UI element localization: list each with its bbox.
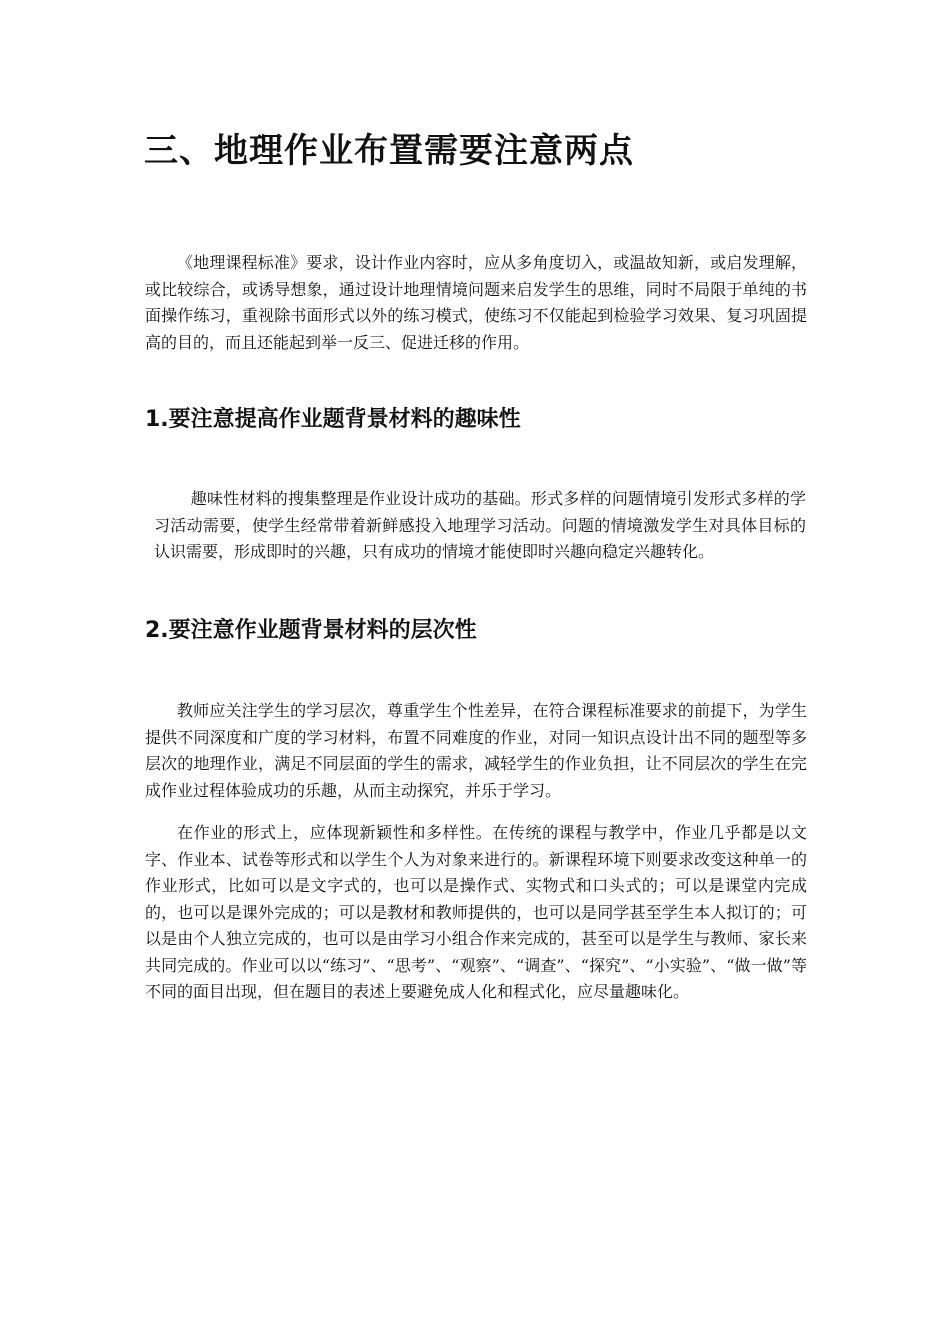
section-2-paragraph-2: 在作业的形式上，应体现新颖性和多样性。在传统的课程与教学中，作业几乎都是以文字、作业本、试卷等形式和以学生个人为对象来进行的。新课程环境下则要求改变这种单一的作业形式，比如可以是文字式的，也可以是操作式、实物式和口头式的；可以是课堂内完成的，也可以是课外完成的；可以是教材和教师提供的，也可以是同学甚至学生本人拟订的；可以是由个人独立完成的，也可以是由学习小组合作来完成的，甚至可以是学生与教师、家长来共同完成的。作业可以以“练习”、“思考”、“观察”、“调查”、“探究”、“小实验”、“做一做”等不同的面目出现，但在题目的表述上要避免成人化和程式化，应尽量趣味化。: [145, 823, 807, 1001]
section-2-paragraph-1: 教师应关注学生的学习层次，尊重学生个性差异，在符合课程标准要求的前提下，为学生提供不同深度和广度的学习材料，布置不同难度的作业，对同一知识点设计出不同的题型等多层次的地理作业，满足不同层面的学生的需求，减轻学生的作业负担，让不同层次的学生在完成作业过程体验成功的乐趣，从而主动探究，并乐于学习。: [145, 701, 807, 800]
section-1-paragraph-1: 趣味性材料的搜集整理是作业设计成功的基础。形式多样的问题情境引发形式多样的学习活动需要，使学生经常带着新鲜感投入地理学习活动。问题的情境激发学生对具体目标的认识需要，形成即时的兴趣，只有成功的情境才能使即时兴趣向稳定兴趣转化。: [154, 489, 806, 561]
page-title: 三、地理作业布置需要注意两点: [144, 131, 634, 171]
intro-paragraph: 《地理课程标准》要求，设计作业内容时，应从多角度切入，或温故知新，或启发理解，或比较综合，或诱导想象，通过设计地理情境问题来启发学生的思维，同时不局限于单纯的书面操作练习，重视除书面形式以外的练习模式，使练习不仅能起到检验学习效果、复习巩固提高的目的，而且还能起到举一反三、促进迁移的作用。: [145, 253, 807, 352]
section-heading-2: 2.要注意作业题背景材料的层次性: [145, 618, 477, 643]
section-heading-1: 1.要注意提高作业题背景材料的趣味性: [145, 407, 521, 432]
